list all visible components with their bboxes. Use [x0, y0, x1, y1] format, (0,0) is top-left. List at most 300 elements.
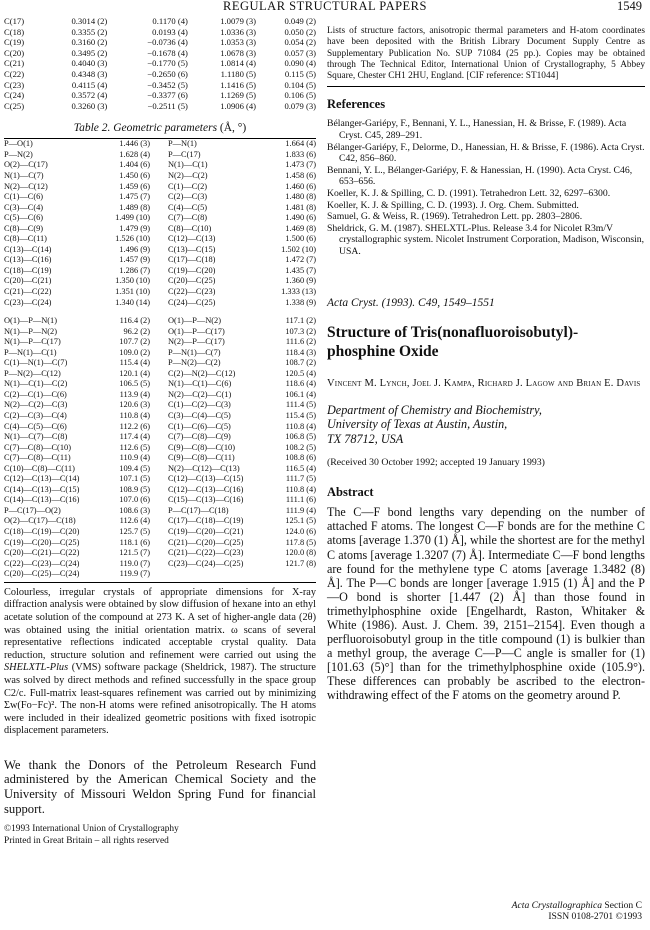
- parameter-value: 1.351 (10): [115, 287, 150, 296]
- parameter-value: 113.9 (4): [119, 389, 150, 399]
- parameter-label: C(1)—C(2)—C(3): [168, 400, 231, 410]
- column-spacer: [150, 160, 168, 171]
- experimental-part2: (VMS) software package (Sheldrick, 1987). The structure was solved by direct methods and refined successfully in the space group C2/c. Full-matrix least-squares refinement was carried out by minimizing Σw(Fo−Fc)². The non-H atoms were refined anisotropically. The H atoms were included in their idealized geometric positions with fixed isotropic displacement parameters.: [4, 662, 316, 737]
- bond-angle-row: [4, 400, 316, 411]
- coordinate-value: 0.049 (2): [284, 16, 316, 26]
- parameter-value: 1.480 (8): [285, 192, 316, 202]
- affiliation-line-2: University of Texas at Austin, Austin,: [327, 417, 508, 432]
- journal-name: Acta Crystallographica: [511, 900, 603, 911]
- parameter-label: C(15)—C(13)—C(16): [168, 495, 244, 505]
- column-spacer: [150, 527, 168, 538]
- table2-title-units: (Å, °): [219, 122, 247, 135]
- coordinate-value: 1.0814 (4): [220, 58, 257, 69]
- parameter-value: 117.8 (5): [285, 537, 316, 547]
- parameter-value: 1.459 (6): [119, 181, 150, 191]
- parameter-label: C(12)—C(13): [168, 234, 216, 244]
- coordinate-value: 0.3014 (2): [71, 16, 108, 26]
- bond-length-row: [4, 203, 316, 214]
- column-spacer: [150, 516, 168, 527]
- parameter-value: 1.450 (6): [119, 170, 150, 180]
- column-spacer: [150, 548, 168, 559]
- coordinate-value: 1.1180 (5): [220, 68, 257, 79]
- reference-item: Koeller, K. J. & Spilling, C. D. (1991). Tetrahedron Lett. 32, 6297–6300.: [327, 188, 611, 200]
- parameter-value: 1.481 (8): [285, 202, 316, 212]
- parameter-value: [264, 569, 316, 580]
- parameter-label: C(3)—C(4)—C(5): [168, 411, 231, 421]
- reference-item: Bélanger-Gariépy, F., Bennani, Y. L., Hanessian, H. & Brisse, F. (1989). Acta Cryst. C45, 289–291.: [327, 118, 627, 142]
- experimental-program: SHELXTL-Plus: [4, 662, 69, 674]
- parameter-label: C(17)—C(18)—C(19): [168, 516, 244, 526]
- parameter-label: N(2)—C(2): [168, 170, 208, 180]
- bond-angle-row: [4, 464, 316, 475]
- coordinate-value: −0.2650 (6): [147, 68, 188, 79]
- coordinate-value: 1.0353 (3): [220, 37, 257, 48]
- parameter-label: C(13)—C(14): [4, 244, 52, 254]
- parameter-value: 1.458 (6): [285, 170, 316, 180]
- coordinate-value: −0.1770 (5): [147, 58, 188, 69]
- parameter-value: 124.0 (6): [285, 527, 316, 537]
- bond-length-row: [4, 287, 316, 298]
- coordinate-value: −0.3377 (6): [147, 90, 188, 101]
- parameter-value: 1.479 (9): [119, 223, 150, 233]
- parameter-value: 110.9 (4): [119, 453, 150, 463]
- running-title: REGULAR STRUCTURAL PAPERS: [223, 0, 427, 13]
- column-spacer: [150, 139, 168, 150]
- parameter-value: 110.8 (4): [285, 421, 316, 431]
- parameter-label: C(13)—C(16): [4, 255, 52, 265]
- parameter-value: 111.4 (5): [285, 400, 316, 410]
- parameter-value: 1.526 (10): [115, 234, 150, 244]
- coordinate-value: 0.106 (5): [284, 90, 316, 101]
- bond-angle-row: [4, 411, 316, 422]
- parameter-value: 1.460 (6): [285, 181, 316, 191]
- parameter-value: 112.6 (5): [119, 442, 150, 452]
- table2-title: [4, 122, 316, 134]
- reference-item: Bennani, Y. L., Bélanger-Gariépy, F. & Hanessian, H. (1990). Acta Cryst. C46, 653–656.: [327, 164, 633, 188]
- bond-angle-row: [4, 358, 316, 369]
- page-number: 1549: [617, 0, 642, 13]
- received-dates: (Received 30 October 1992; accepted 19 January 1993): [327, 457, 545, 469]
- bond-length-row: [4, 192, 316, 203]
- coordinate-value: 0.115 (5): [284, 68, 316, 79]
- bond-angle-row: [4, 559, 316, 570]
- parameter-value: 1.628 (4): [119, 149, 150, 159]
- column-spacer: [150, 348, 168, 359]
- abstract-heading: Abstract: [327, 485, 374, 500]
- column-spacer: [150, 569, 168, 580]
- affiliation-line-1: Department of Chemistry and Biochemistry,: [327, 402, 542, 417]
- parameter-value: 1.664 (4): [285, 139, 316, 149]
- parameter-label: C(20)—C(25)—C(24): [4, 569, 80, 579]
- parameter-value: 1.404 (6): [119, 160, 150, 170]
- parameter-label: P—C(17)—C(18): [168, 505, 229, 515]
- parameter-label: C(12)—C(13)—C(15): [168, 474, 244, 484]
- parameter-value: 106.8 (5): [285, 432, 316, 442]
- bond-angle-row: [4, 316, 316, 327]
- parameter-label: C(2)—N(2)—C(12): [168, 368, 236, 378]
- parameter-label: C(18)—C(19)—C(20): [4, 527, 80, 537]
- bond-length-row: [4, 255, 316, 266]
- reference-item: Bélanger-Gariépy, F., Delorme, D., Hanessian, H. & Brisse, F. (1986). Acta Cryst. C42, 856–860.: [327, 141, 645, 165]
- parameter-value: 1.496 (9): [119, 244, 150, 254]
- article-citation: Acta Cryst. (1993). C49, 1549–1551: [327, 296, 495, 309]
- parameter-value: 108.7 (2): [285, 358, 316, 368]
- coordinate-value: 1.1269 (5): [220, 90, 257, 101]
- coordinate-value: 0.3355 (2): [71, 26, 108, 37]
- column-spacer: [150, 266, 168, 277]
- bond-length-row: [4, 213, 316, 224]
- parameter-value: 1.475 (7): [119, 192, 150, 202]
- parameter-label: O(1)—P—N(1): [4, 316, 58, 326]
- parameter-label: N(1)—P—C(17): [4, 337, 61, 347]
- bond-angle-row: [4, 379, 316, 390]
- column-spacer: [150, 358, 168, 369]
- parameter-label: P—N(2)—C(12): [4, 368, 61, 378]
- parameter-label: C(1)—C(6): [4, 192, 44, 202]
- parameter-label: N(2)—C(12)—C(13): [168, 463, 240, 473]
- atom-label: C(21): [4, 58, 25, 69]
- bond-angle-row: [4, 506, 316, 517]
- column-spacer: [150, 369, 168, 380]
- column-spacer: [150, 234, 168, 245]
- parameter-value: 111.7 (5): [285, 474, 316, 484]
- column-spacer: [150, 213, 168, 224]
- parameter-label: C(18)—C(19): [4, 265, 52, 275]
- column-spacer: [150, 171, 168, 182]
- printed-line: Printed in Great Britain – all rights reserved: [4, 835, 169, 846]
- bond-angle-row: [4, 548, 316, 559]
- column-spacer: [150, 422, 168, 433]
- coordinate-value: 0.090 (4): [284, 58, 316, 69]
- parameter-label: C(8)—C(11): [4, 234, 47, 244]
- column-spacer: [150, 337, 168, 348]
- coordinate-value: 0.104 (5): [284, 79, 316, 90]
- bond-angle-row: [4, 485, 316, 496]
- column-spacer: [150, 538, 168, 549]
- parameter-label: N(1)—C(1): [168, 160, 208, 170]
- bond-angle-row: [4, 516, 316, 527]
- parameter-label: C(9)—C(8)—C(10): [168, 442, 235, 452]
- parameter-label: C(3)—C(4): [4, 202, 44, 212]
- coordinate-value: 0.054 (2): [284, 37, 316, 48]
- parameter-value: 125.1 (5): [285, 516, 316, 526]
- column-spacer: [150, 224, 168, 235]
- column-spacer: [150, 192, 168, 203]
- parameter-label: N(2)—C(12): [4, 181, 48, 191]
- column-spacer: [150, 464, 168, 475]
- parameter-value: 125.7 (5): [119, 527, 150, 537]
- bond-angle-row: [4, 495, 316, 506]
- parameter-label: P—C(17)—O(2): [4, 505, 61, 515]
- bond-angle-row: [4, 443, 316, 454]
- parameter-label: N(1)—C(7)—C(8): [4, 432, 68, 442]
- parameter-label: C(17)—C(18): [168, 255, 216, 265]
- parameter-value: 1.469 (8): [285, 223, 316, 233]
- parameter-label: N(2)—C(2)—C(3): [4, 400, 68, 410]
- coordinate-value: −0.1678 (4): [147, 47, 188, 58]
- bond-angle-row: [4, 422, 316, 433]
- column-spacer: [150, 150, 168, 161]
- parameter-label: O(1)—P—N(2): [168, 316, 222, 326]
- parameter-value: 1.473 (7): [285, 160, 316, 170]
- bond-angle-row: [4, 327, 316, 338]
- table2-bottom-rule: [4, 582, 316, 583]
- column-spacer: [150, 411, 168, 422]
- parameter-value: 1.360 (9): [285, 276, 316, 286]
- parameter-value: 1.500 (6): [285, 234, 316, 244]
- bond-length-row: [4, 276, 316, 287]
- running-header: [0, 0, 650, 14]
- parameter-value: 118.6 (4): [285, 379, 316, 389]
- column-spacer: [150, 506, 168, 517]
- coordinate-row: [4, 58, 316, 69]
- parameter-value: 1.489 (8): [119, 202, 150, 212]
- coordinate-value: 0.3495 (2): [71, 47, 108, 58]
- parameter-value: 116.4 (2): [119, 316, 150, 326]
- parameter-label: C(7)—C(8)—C(11): [4, 453, 71, 463]
- parameter-label: [168, 569, 264, 580]
- left-column: [4, 16, 316, 847]
- coordinate-value: 1.0079 (3): [220, 16, 257, 26]
- coordinate-value: −0.3452 (5): [147, 79, 188, 90]
- bond-angle-row: [4, 369, 316, 380]
- atom-label: C(19): [4, 37, 25, 48]
- bond-length-row: [4, 139, 316, 150]
- column-spacer: [150, 276, 168, 287]
- column-spacer: [150, 453, 168, 464]
- parameter-value: 96.2 (2): [123, 326, 150, 336]
- parameter-label: C(4)—C(5)—C(6): [4, 421, 67, 431]
- atomic-coordinates-table: [4, 16, 316, 111]
- parameter-label: P—N(2): [4, 149, 33, 159]
- parameter-label: C(20)—C(21)—C(22): [4, 548, 80, 558]
- column-spacer: [150, 559, 168, 570]
- coordinate-value: 0.4348 (3): [71, 68, 108, 79]
- bond-length-row: [4, 182, 316, 193]
- coordinate-value: −0.2511 (5): [147, 100, 188, 111]
- parameter-value: 108.2 (5): [285, 442, 316, 452]
- coordinate-value: 1.1416 (5): [220, 79, 257, 90]
- parameter-value: 1.833 (6): [285, 149, 316, 159]
- parameter-label: O(1)—P—C(17): [168, 326, 225, 336]
- copyright-notice: [4, 824, 316, 847]
- parameter-label: N(1)—C(1)—C(2): [4, 379, 68, 389]
- coordinate-value: 0.4040 (3): [71, 58, 108, 69]
- column-spacer: [150, 400, 168, 411]
- bond-angle-row: [4, 453, 316, 464]
- parameter-value: 121.5 (7): [119, 548, 150, 558]
- bond-length-row: [4, 150, 316, 161]
- coordinate-value: 1.0336 (3): [220, 26, 257, 37]
- parameter-value: 117.1 (2): [285, 316, 316, 326]
- coordinate-value: 0.3160 (2): [71, 37, 108, 48]
- parameter-value: 107.0 (6): [119, 495, 150, 505]
- parameter-label: C(22)—C(23): [168, 287, 216, 296]
- column-spacer: [150, 245, 168, 256]
- parameter-value: 117.4 (4): [119, 432, 150, 442]
- article-affiliation: [327, 403, 645, 447]
- parameter-label: C(12)—C(13)—C(14): [4, 474, 80, 484]
- parameter-label: C(12)—C(13)—C(16): [168, 484, 244, 494]
- parameter-label: C(21)—C(20)—C(25): [168, 537, 244, 547]
- journal-issn: ISSN 0108-2701 ©1993: [548, 911, 642, 923]
- right-column: [327, 16, 645, 702]
- reference-item: Koeller, K. J. & Spilling, C. D. (1993). J. Org. Chem. Submitted.: [327, 199, 579, 211]
- journal-section: Section C: [604, 900, 642, 911]
- bond-length-row: [4, 298, 316, 309]
- parameter-value: 109.4 (5): [119, 463, 150, 473]
- column-spacer: [150, 474, 168, 485]
- coordinate-value: 0.079 (3): [284, 100, 316, 111]
- parameter-label: P—N(1): [168, 139, 197, 149]
- coordinate-value: −0.0736 (4): [147, 37, 188, 48]
- table2-title-text: Table 2. Geometric parameters: [73, 122, 218, 135]
- bond-angle-row: [4, 337, 316, 348]
- parameter-value: 120.5 (4): [285, 368, 316, 378]
- coordinate-value: 0.0193 (4): [152, 26, 188, 37]
- parameter-label: C(9)—C(8)—C(11): [168, 453, 235, 463]
- parameter-value: 107.7 (2): [119, 337, 150, 347]
- parameter-label: C(21)—C(22)—C(23): [168, 548, 244, 558]
- parameter-value: 1.435 (7): [285, 265, 316, 275]
- parameter-label: C(7)—C(8)—C(9): [168, 432, 231, 442]
- coordinate-row: [4, 80, 316, 91]
- parameter-label: C(8)—C(9): [4, 223, 44, 233]
- parameter-label: C(1)—C(6)—C(5): [168, 421, 231, 431]
- table-gap: [4, 308, 316, 316]
- parameter-value: 111.1 (6): [285, 495, 316, 505]
- copyright-line: ©1993 International Union of Crystallography: [4, 824, 179, 835]
- bond-angle-row: [4, 538, 316, 549]
- parameter-value: 1.286 (7): [119, 265, 150, 275]
- experimental-text: [4, 587, 316, 738]
- parameter-value: 1.457 (9): [119, 255, 150, 265]
- parameter-label: P—O(1): [4, 139, 33, 149]
- parameter-value: 112.6 (4): [119, 516, 150, 526]
- parameter-label: O(2)—C(17): [4, 160, 48, 170]
- parameter-value: 116.5 (4): [285, 463, 316, 473]
- parameter-value: 110.8 (4): [119, 411, 150, 421]
- atom-label: C(20): [4, 47, 25, 58]
- bond-angle-row: [4, 474, 316, 485]
- coordinate-value: 0.3572 (4): [71, 90, 108, 101]
- parameter-label: C(1)—N(1)—C(7): [4, 358, 68, 368]
- parameter-value: 107.3 (2): [285, 326, 316, 336]
- bond-length-row: [4, 266, 316, 277]
- bond-length-row: [4, 171, 316, 182]
- atom-label: C(24): [4, 90, 25, 101]
- coordinate-row: [4, 27, 316, 38]
- parameter-value: 1.502 (10): [281, 244, 316, 254]
- bond-angle-row: [4, 527, 316, 538]
- parameter-label: C(19)—C(20): [168, 265, 216, 275]
- parameter-label: C(2)—C(3)—C(4): [4, 411, 67, 421]
- parameter-value: 1.350 (10): [115, 276, 150, 286]
- coordinate-row: [4, 69, 316, 80]
- parameter-value: 1.490 (6): [285, 213, 316, 223]
- parameter-label: C(24)—C(25): [168, 297, 216, 307]
- bond-angle-row: [4, 569, 316, 580]
- parameter-label: N(1)—P—N(2): [4, 326, 58, 336]
- coordinate-value: 1.0906 (4): [220, 100, 257, 111]
- column-spacer: [150, 255, 168, 266]
- reference-list: [327, 118, 645, 257]
- parameter-value: 120.1 (4): [119, 368, 150, 378]
- acknowledgement: We thank the Donors of the Petroleum Research Fund administered by the American Chemical Society and the University of Missouri Weldon Spring Fund for financial support.: [4, 757, 316, 816]
- parameter-value: 1.338 (9): [285, 297, 316, 307]
- affiliation-line-3: TX 78712, USA: [327, 431, 404, 446]
- coordinate-value: 0.057 (3): [284, 47, 316, 58]
- parameter-label: C(22)—C(23)—C(24): [4, 558, 80, 568]
- parameter-value: 118.4 (3): [285, 347, 316, 357]
- parameter-label: N(1)—C(7): [4, 170, 44, 180]
- parameter-label: C(8)—C(10): [168, 223, 212, 233]
- bond-length-row: [4, 245, 316, 256]
- parameter-label: C(10)—C(8)—C(11): [4, 463, 75, 473]
- parameter-value: 120.0 (8): [285, 548, 316, 558]
- abstract-text: The C—F bond lengths vary depending on the number of attached F atoms. The longest C—F bonds are for the methine C atoms [average 1.370 (1) Å], while the shortest are for the methyl C atoms [average 1.3207 (7) Å]. Intermediate C—F bond lengths are found for the methylene type C atoms [average 1.3482 (8) Å]. The P—C bonds are longer [average 1.915 (1) Å] and the P—O bond is shorter [1.447 (2) Å] than those found in trimethylphosphine oxide [Engelhardt, Raston, Whitaker & White (1986). Aust. J. Chem. 39, 2151–2154]. Even though a perfluoroisobutyl group in the title compound (1) is bulkier than a methyl group, the average C—P—C angle is smaller for (1) [101.63 (5)°] than for the trimethylphosphine oxide (105.9°). These differences can probably be ascribed to the electron-withdrawing effect of the F atoms on the geometry around P.: [327, 505, 645, 702]
- parameter-value: 1.333 (13): [281, 287, 316, 296]
- parameter-label: C(5)—C(6): [4, 213, 44, 223]
- atom-label: C(17): [4, 16, 25, 26]
- atom-label: C(22): [4, 68, 25, 79]
- parameter-label: C(2)—C(3): [168, 192, 208, 202]
- parameter-value: 118.1 (6): [119, 537, 150, 547]
- article-authors: Vincent M. Lynch, Joel J. Kampa, Richard J. Lagow and Brian E. Davis: [327, 377, 641, 389]
- column-spacer: [150, 327, 168, 338]
- parameter-label: C(14)—C(13)—C(16): [4, 495, 80, 505]
- parameter-value: 107.1 (5): [119, 474, 150, 484]
- parameter-value: 112.2 (6): [119, 421, 150, 431]
- coordinate-row: [4, 16, 316, 27]
- parameter-label: N(2)—P—C(17): [168, 337, 225, 347]
- parameter-value: 119.0 (7): [119, 558, 150, 568]
- parameter-value: 121.7 (8): [285, 558, 316, 568]
- parameter-value: 1.340 (14): [115, 297, 150, 307]
- parameter-value: 119.9 (7): [119, 569, 150, 579]
- column-spacer: [150, 390, 168, 401]
- parameter-value: 115.4 (5): [285, 411, 316, 421]
- bond-angle-row: [4, 348, 316, 359]
- parameter-value: 1.472 (7): [285, 255, 316, 265]
- column-spacer: [150, 316, 168, 327]
- atom-label: C(23): [4, 79, 25, 90]
- bond-length-row: [4, 224, 316, 235]
- parameter-value: 1.499 (10): [115, 213, 150, 223]
- reference-item: Samuel, G. & Weiss, R. (1969). Tetrahedron Lett. pp. 2803–2806.: [327, 211, 583, 223]
- parameter-label: P—N(1)—C(7): [168, 347, 221, 357]
- parameter-label: C(20)—C(25): [168, 276, 216, 286]
- geometric-parameters-table: [4, 139, 316, 579]
- parameter-label: C(13)—C(15): [168, 244, 216, 254]
- atom-label: C(18): [4, 26, 25, 37]
- parameter-value: 110.8 (4): [285, 484, 316, 494]
- parameter-value: 106.1 (4): [285, 389, 316, 399]
- parameter-label: P—N(1)—C(1): [4, 347, 57, 357]
- coordinate-value: 0.4115 (4): [71, 79, 108, 90]
- coordinate-row: [4, 37, 316, 48]
- reference-item: Sheldrick, G. M. (1987). SHELXTL-Plus. Release 3.4 for Nicolet R3m/V crystallographic system. Nicolet Instrument Corporation, Madison, Wisconsin, USA.: [327, 222, 645, 258]
- column-spacer: [150, 443, 168, 454]
- parameter-value: 1.446 (3): [119, 139, 150, 149]
- coordinate-value: 1.0678 (3): [220, 47, 257, 58]
- parameter-label: C(4)—C(5): [168, 202, 208, 212]
- bond-angle-row: [4, 432, 316, 443]
- parameter-label: C(19)—C(20)—C(25): [4, 537, 80, 547]
- column-spacer: [150, 432, 168, 443]
- parameter-value: 109.0 (2): [119, 347, 150, 357]
- column-spacer: [150, 379, 168, 390]
